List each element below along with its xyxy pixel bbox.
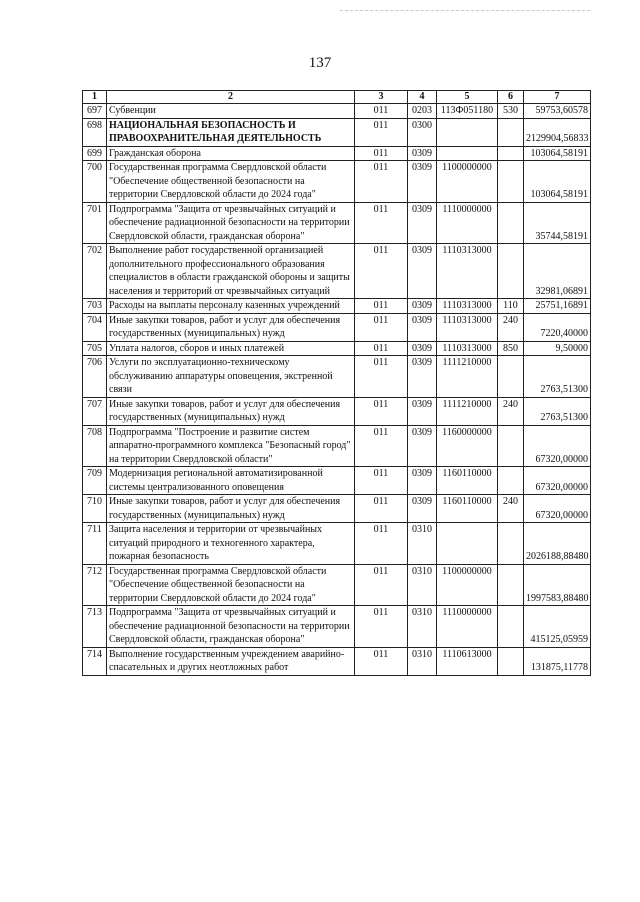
row-number-cell: 710 <box>83 495 107 523</box>
admin-code-cell: 011 <box>355 341 408 356</box>
amount-cell: 9,50000 <box>524 341 591 356</box>
target-code-cell <box>437 146 498 161</box>
section-code-cell: 0309 <box>408 495 437 523</box>
table-header-row <box>83 91 591 104</box>
target-code-cell: 1160110000 <box>437 467 498 495</box>
table-row <box>83 606 591 648</box>
admin-code-cell: 011 <box>355 356 408 398</box>
admin-code-cell: 011 <box>355 146 408 161</box>
section-code-cell: 0309 <box>408 313 437 341</box>
amount-cell: 67320,00000 <box>524 495 591 523</box>
table-row <box>83 495 591 523</box>
table-row <box>83 467 591 495</box>
row-number-cell: 700 <box>83 161 107 203</box>
target-code-cell: 1160110000 <box>437 495 498 523</box>
amount-cell: 59753,60578 <box>524 104 591 119</box>
row-number-cell: 711 <box>83 523 107 565</box>
row-name-cell: Иные закупки товаров, работ и услуг для обеспечения государственных (муниципальных) нужд <box>107 397 355 425</box>
column-header-7: 7 <box>524 91 591 104</box>
row-number-cell: 714 <box>83 647 107 675</box>
expense-type-code-cell <box>498 606 524 648</box>
target-code-cell <box>437 118 498 146</box>
table-row <box>83 202 591 244</box>
target-code-cell: 1110313000 <box>437 244 498 299</box>
scan-artifact-line <box>340 10 590 11</box>
target-code-cell: 1110313000 <box>437 299 498 314</box>
table-row <box>83 313 591 341</box>
expense-type-code-cell: 240 <box>498 495 524 523</box>
row-name-cell: Подпрограмма "Защита от чрезвычайных ситуаций и обеспечение радиационной безопасности на территории Свердловской области, гражданская оборона" <box>107 606 355 648</box>
section-code-cell: 0310 <box>408 606 437 648</box>
budget-table <box>82 90 591 676</box>
section-code-cell: 0309 <box>408 397 437 425</box>
row-name-cell: Подпрограмма "Построение и развитие систем аппаратно-программного комплекса "Безопасный город" на территории Свердловской области" <box>107 425 355 467</box>
target-code-cell: 1110613000 <box>437 647 498 675</box>
table-row <box>83 564 591 606</box>
admin-code-cell: 011 <box>355 425 408 467</box>
table-row <box>83 647 591 675</box>
column-header-5: 5 <box>437 91 498 104</box>
table-row <box>83 341 591 356</box>
expense-type-code-cell <box>498 647 524 675</box>
amount-cell: 131875,11778 <box>524 647 591 675</box>
target-code-cell: 1100000000 <box>437 564 498 606</box>
target-code-cell: 1160000000 <box>437 425 498 467</box>
section-code-cell: 0310 <box>408 647 437 675</box>
section-code-cell: 0203 <box>408 104 437 119</box>
expense-type-code-cell <box>498 244 524 299</box>
row-name-cell: Защита населения и территории от чрезвычайных ситуаций природного и техногенного характера, пожарная безопасность <box>107 523 355 565</box>
row-name-cell: НАЦИОНАЛЬНАЯ БЕЗОПАСНОСТЬ И ПРАВООХРАНИТЕЛЬНАЯ ДЕЯТЕЛЬНОСТЬ <box>107 118 355 146</box>
admin-code-cell: 011 <box>355 313 408 341</box>
expense-type-code-cell: 110 <box>498 299 524 314</box>
row-name-cell: Услуги по эксплуатационно-техническому обслуживанию аппаратуры оповещения, экстренной связи <box>107 356 355 398</box>
row-number-cell: 705 <box>83 341 107 356</box>
amount-cell: 415125,05959 <box>524 606 591 648</box>
amount-cell: 2129904,56833 <box>524 118 591 146</box>
table-row <box>83 244 591 299</box>
section-code-cell: 0309 <box>408 202 437 244</box>
amount-cell: 103064,58191 <box>524 146 591 161</box>
admin-code-cell: 011 <box>355 564 408 606</box>
section-code-cell: 0310 <box>408 523 437 565</box>
target-code-cell: 1110000000 <box>437 202 498 244</box>
amount-cell: 2763,51300 <box>524 397 591 425</box>
section-code-cell: 0309 <box>408 341 437 356</box>
table-row <box>83 523 591 565</box>
table-row <box>83 425 591 467</box>
column-header-6: 6 <box>498 91 524 104</box>
row-number-cell: 701 <box>83 202 107 244</box>
amount-cell: 67320,00000 <box>524 425 591 467</box>
row-name-cell: Субвенции <box>107 104 355 119</box>
section-code-cell: 0300 <box>408 118 437 146</box>
expense-type-code-cell: 240 <box>498 397 524 425</box>
column-header-3: 3 <box>355 91 408 104</box>
row-number-cell: 702 <box>83 244 107 299</box>
admin-code-cell: 011 <box>355 202 408 244</box>
target-code-cell: 1111210000 <box>437 397 498 425</box>
row-name-cell: Уплата налогов, сборов и иных платежей <box>107 341 355 356</box>
admin-code-cell: 011 <box>355 647 408 675</box>
expense-type-code-cell <box>498 146 524 161</box>
amount-cell: 67320,00000 <box>524 467 591 495</box>
table-row <box>83 104 591 119</box>
amount-cell: 2026188,88480 <box>524 523 591 565</box>
row-number-cell: 709 <box>83 467 107 495</box>
expense-type-code-cell <box>498 564 524 606</box>
admin-code-cell: 011 <box>355 606 408 648</box>
row-number-cell: 703 <box>83 299 107 314</box>
row-number-cell: 699 <box>83 146 107 161</box>
target-code-cell: 1110313000 <box>437 313 498 341</box>
section-code-cell: 0309 <box>408 299 437 314</box>
admin-code-cell: 011 <box>355 118 408 146</box>
section-code-cell: 0309 <box>408 467 437 495</box>
row-number-cell: 712 <box>83 564 107 606</box>
row-number-cell: 707 <box>83 397 107 425</box>
target-code-cell <box>437 523 498 565</box>
row-number-cell: 713 <box>83 606 107 648</box>
row-number-cell: 706 <box>83 356 107 398</box>
column-header-2: 2 <box>107 91 355 104</box>
row-name-cell: Иные закупки товаров, работ и услуг для обеспечения государственных (муниципальных) нужд <box>107 313 355 341</box>
row-name-cell: Модернизация региональной автоматизированной системы централизованного оповещения <box>107 467 355 495</box>
expense-type-code-cell <box>498 425 524 467</box>
target-code-cell: 1100000000 <box>437 161 498 203</box>
row-name-cell: Выполнение работ государственной организацией дополнительного профессионального образования специалистов в области гражданской обороны и защиты населения и территорий от чрезвычайных ситуаций <box>107 244 355 299</box>
admin-code-cell: 011 <box>355 523 408 565</box>
expense-type-code-cell <box>498 467 524 495</box>
target-code-cell: 113Ф051180 <box>437 104 498 119</box>
section-code-cell: 0309 <box>408 356 437 398</box>
section-code-cell: 0309 <box>408 146 437 161</box>
row-number-cell: 697 <box>83 104 107 119</box>
row-name-cell: Гражданская оборона <box>107 146 355 161</box>
section-code-cell: 0309 <box>408 161 437 203</box>
expense-type-code-cell <box>498 356 524 398</box>
column-header-1: 1 <box>83 91 107 104</box>
section-code-cell: 0309 <box>408 425 437 467</box>
target-code-cell: 1110313000 <box>437 341 498 356</box>
row-name-cell: Иные закупки товаров, работ и услуг для обеспечения государственных (муниципальных) нужд <box>107 495 355 523</box>
table-row <box>83 397 591 425</box>
table-row <box>83 146 591 161</box>
table-row <box>83 299 591 314</box>
admin-code-cell: 011 <box>355 244 408 299</box>
column-header-4: 4 <box>408 91 437 104</box>
expense-type-code-cell <box>498 523 524 565</box>
expense-type-code-cell <box>498 202 524 244</box>
expense-type-code-cell: 850 <box>498 341 524 356</box>
amount-cell: 32981,06891 <box>524 244 591 299</box>
row-name-cell: Расходы на выплаты персоналу казенных учреждений <box>107 299 355 314</box>
target-code-cell: 1110000000 <box>437 606 498 648</box>
admin-code-cell: 011 <box>355 397 408 425</box>
row-number-cell: 704 <box>83 313 107 341</box>
row-name-cell: Государственная программа Свердловской области "Обеспечение общественной безопасности на территории Свердловской области до 2024 года" <box>107 161 355 203</box>
page-number: 137 <box>308 55 332 71</box>
table-body <box>83 104 591 676</box>
amount-cell: 1997583,88480 <box>524 564 591 606</box>
admin-code-cell: 011 <box>355 495 408 523</box>
row-name-cell: Выполнение государственным учреждением аварийно-спасательных и других неотложных работ <box>107 647 355 675</box>
amount-cell: 2763,51300 <box>524 356 591 398</box>
expense-type-code-cell: 530 <box>498 104 524 119</box>
table-row <box>83 118 591 146</box>
amount-cell: 103064,58191 <box>524 161 591 203</box>
expense-type-code-cell <box>498 118 524 146</box>
table-row <box>83 356 591 398</box>
section-code-cell: 0309 <box>408 244 437 299</box>
row-number-cell: 698 <box>83 118 107 146</box>
admin-code-cell: 011 <box>355 467 408 495</box>
amount-cell: 7220,40000 <box>524 313 591 341</box>
target-code-cell: 1111210000 <box>437 356 498 398</box>
table-row <box>83 161 591 203</box>
admin-code-cell: 011 <box>355 299 408 314</box>
section-code-cell: 0310 <box>408 564 437 606</box>
expense-type-code-cell <box>498 161 524 203</box>
row-name-cell: Государственная программа Свердловской области "Обеспечение общественной безопасности на территории Свердловской области до 2024 года" <box>107 564 355 606</box>
amount-cell: 25751,16891 <box>524 299 591 314</box>
row-number-cell: 708 <box>83 425 107 467</box>
row-name-cell: Подпрограмма "Защита от чрезвычайных ситуаций и обеспечение радиационной безопасности на территории Свердловской области, гражданская оборона" <box>107 202 355 244</box>
admin-code-cell: 011 <box>355 104 408 119</box>
admin-code-cell: 011 <box>355 161 408 203</box>
amount-cell: 35744,58191 <box>524 202 591 244</box>
expense-type-code-cell: 240 <box>498 313 524 341</box>
